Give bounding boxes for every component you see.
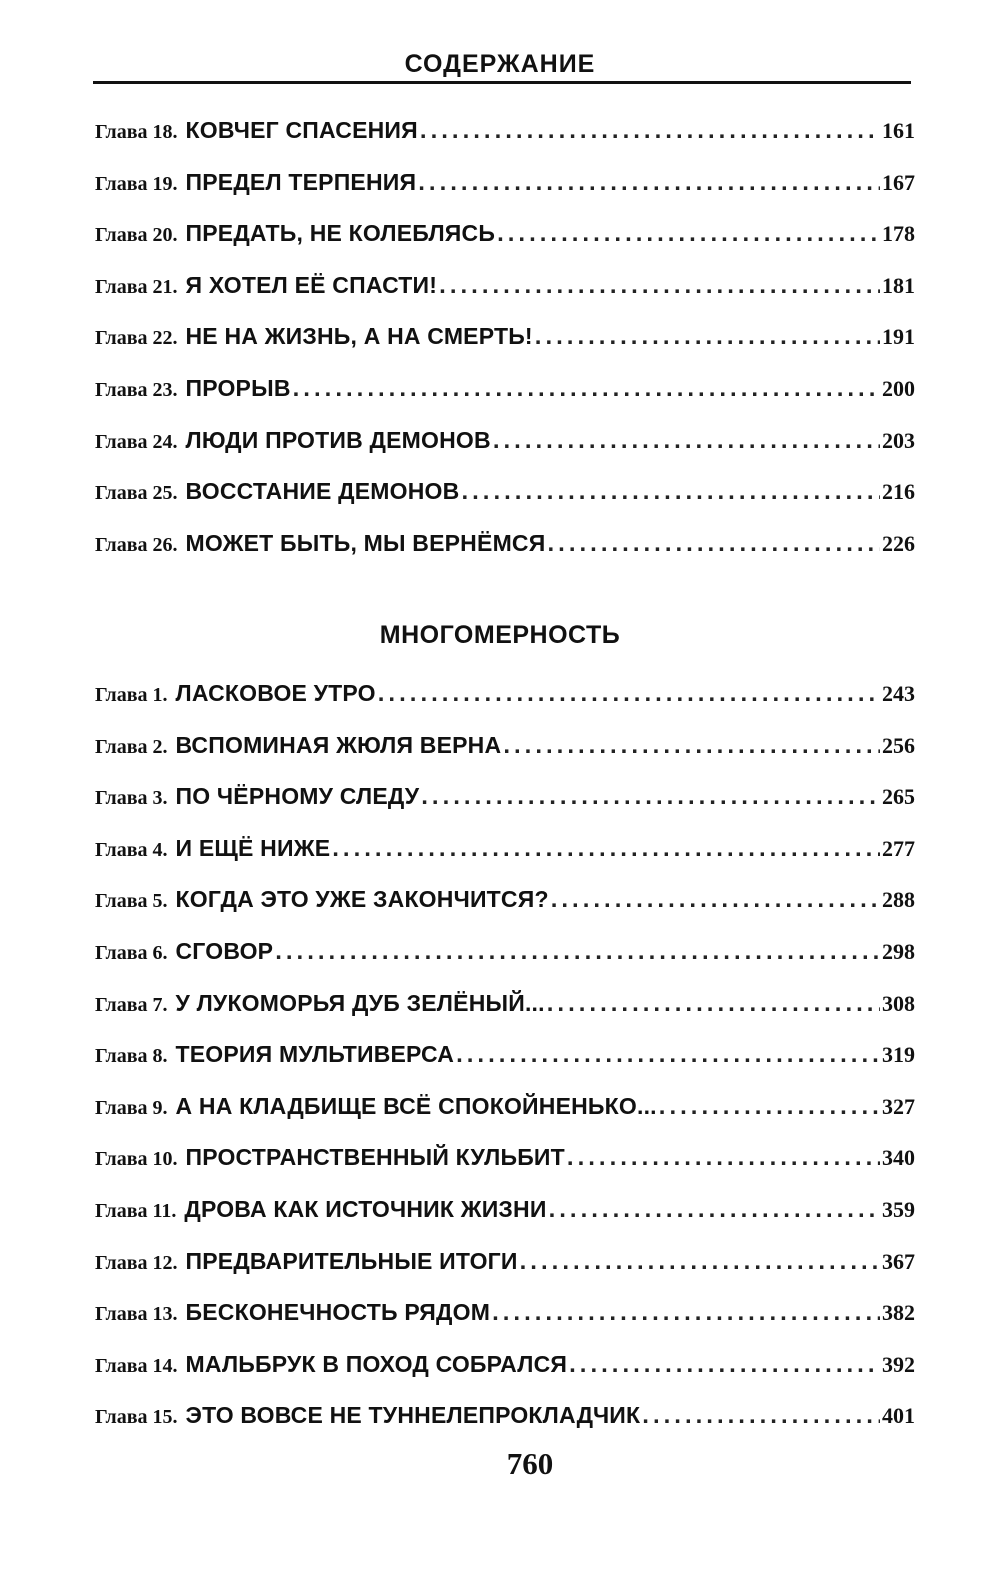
page-reference: 277 xyxy=(882,835,915,861)
chapter-number: Глава 22. xyxy=(95,327,178,350)
chapter-number: Глава 21. xyxy=(95,275,178,298)
page-reference: 382 xyxy=(882,1300,915,1326)
chapter-number: Глава 13. xyxy=(95,1303,178,1326)
page-reference: 327 xyxy=(882,1093,915,1119)
chapter-number: Глава 24. xyxy=(95,430,178,453)
toc-entry[interactable] xyxy=(95,265,915,317)
page-reference: 401 xyxy=(882,1403,915,1429)
page-reference: 288 xyxy=(882,887,915,913)
chapter-title: А НА КЛАДБИЩЕ ВСЁ СПОКОЙНЕНЬКО... xyxy=(175,1092,657,1119)
chapter-title: И ЕЩЁ НИЖЕ xyxy=(175,834,331,861)
page-reference: 367 xyxy=(882,1248,915,1274)
dot-leader xyxy=(332,829,880,869)
toc-entry[interactable] xyxy=(95,776,915,828)
dot-leader xyxy=(503,726,880,766)
chapter-number: Глава 9. xyxy=(95,1096,168,1119)
chapter-title: ЭТО ВОВСЕ НЕ ТУННЕЛЕПРОКЛАДЧИК xyxy=(185,1402,641,1429)
running-head: СОДЕРЖАНИЕ xyxy=(404,50,596,78)
toc-entry[interactable] xyxy=(95,931,915,983)
chapter-title: У ЛУКОМОРЬЯ ДУБ ЗЕЛЁНЫЙ... xyxy=(175,989,545,1016)
toc-entry[interactable] xyxy=(95,983,915,1035)
toc-entry[interactable] xyxy=(95,1189,915,1241)
chapter-title: СГОВОР xyxy=(175,937,274,964)
chapter-title: ВОССТАНИЕ ДЕМОНОВ xyxy=(185,478,460,505)
dot-leader xyxy=(439,266,880,306)
chapter-title: КОВЧЕГ СПАСЕНИЯ xyxy=(185,117,418,143)
chapter-title: ПРЕДАТЬ, НЕ КОЛЕБЛЯСЬ xyxy=(185,220,496,247)
toc-entry[interactable] xyxy=(95,523,915,575)
chapter-title: ВСПОМИНАЯ ЖЮЛЯ ВЕРНА xyxy=(175,731,502,758)
page-reference: 200 xyxy=(882,375,915,401)
toc-list-part1 xyxy=(95,110,915,574)
toc-entry[interactable] xyxy=(95,1086,915,1138)
dot-leader xyxy=(492,1293,880,1333)
chapter-number: Глава 11. xyxy=(95,1199,177,1222)
toc-entry[interactable] xyxy=(95,725,915,777)
dot-leader xyxy=(547,524,880,564)
dot-leader xyxy=(659,1087,880,1127)
toc-entry[interactable] xyxy=(95,420,915,472)
page-reference: 181 xyxy=(882,272,915,298)
dot-leader xyxy=(569,1345,880,1385)
page-reference: 178 xyxy=(882,221,915,247)
chapter-number: Глава 12. xyxy=(95,1251,178,1274)
toc-list-part2 xyxy=(95,673,915,1447)
chapter-number: Глава 2. xyxy=(95,735,168,758)
chapter-title: ПО ЧЁРНОМУ СЛЕДУ xyxy=(175,783,420,810)
toc-entry[interactable] xyxy=(95,471,915,523)
chapter-number: Глава 7. xyxy=(95,993,168,1016)
page-reference: 243 xyxy=(882,681,915,706)
chapter-number: Глава 3. xyxy=(95,787,168,810)
dot-leader xyxy=(642,1396,880,1436)
toc-entry[interactable] xyxy=(95,1395,915,1447)
chapter-title: МАЛЬБРУК В ПОХОД СОБРАЛСЯ xyxy=(185,1350,568,1377)
chapter-number: Глава 8. xyxy=(95,1045,168,1068)
page-reference: 340 xyxy=(882,1145,915,1171)
chapter-title: КОГДА ЭТО УЖЕ ЗАКОНЧИТСЯ? xyxy=(175,886,549,913)
chapter-title: НЕ НА ЖИЗНЬ, А НА СМЕРТЬ! xyxy=(185,323,533,350)
chapter-title: ЛЮДИ ПРОТИВ ДЕМОНОВ xyxy=(185,426,491,453)
toc-entry[interactable] xyxy=(95,1344,915,1396)
chapter-number: Глава 15. xyxy=(95,1406,178,1429)
page-reference: 359 xyxy=(882,1196,915,1222)
chapter-title: БЕСКОНЕЧНОСТЬ РЯДОМ xyxy=(185,1299,491,1326)
chapter-number: Глава 14. xyxy=(95,1354,178,1377)
dot-leader xyxy=(378,674,880,714)
dot-leader xyxy=(551,880,880,920)
dot-leader xyxy=(461,472,880,512)
dot-leader xyxy=(275,932,880,972)
page-reference: 319 xyxy=(882,1042,915,1068)
toc-entry[interactable] xyxy=(95,1241,915,1293)
header-rule xyxy=(93,81,911,84)
page-reference: 256 xyxy=(882,732,915,758)
chapter-number: Глава 25. xyxy=(95,482,178,505)
chapter-number: Глава 5. xyxy=(95,890,168,913)
chapter-title: ПРЕДВАРИТЕЛЬНЫЕ ИТОГИ xyxy=(185,1247,518,1274)
chapter-title: Я ХОТЕЛ ЕЁ СПАСТИ! xyxy=(185,271,438,298)
dot-leader xyxy=(567,1138,880,1178)
chapter-number: Глава 20. xyxy=(95,224,178,247)
dot-leader xyxy=(421,777,880,817)
page-reference: 226 xyxy=(882,530,915,556)
dot-leader xyxy=(535,317,880,357)
dot-leader xyxy=(418,163,880,203)
toc-entry[interactable] xyxy=(95,368,915,420)
dot-leader xyxy=(497,214,880,254)
dot-leader xyxy=(420,111,880,151)
chapter-number: Глава 6. xyxy=(95,941,168,964)
chapter-number: Глава 4. xyxy=(95,838,168,861)
chapter-title: ПРОСТРАНСТВЕННЫЙ КУЛЬБИТ xyxy=(185,1144,565,1171)
dot-leader xyxy=(456,1035,880,1075)
page-reference: 191 xyxy=(882,324,915,350)
chapter-number: Глава 10. xyxy=(95,1148,178,1171)
toc-entry[interactable] xyxy=(95,316,915,368)
dot-leader xyxy=(293,369,880,409)
chapter-title: ПРОРЫВ xyxy=(185,374,291,401)
dot-leader xyxy=(520,1242,880,1282)
chapter-number: Глава 26. xyxy=(95,533,178,556)
chapter-number: Глава 19. xyxy=(95,172,178,195)
chapter-number: Глава 18. xyxy=(95,121,178,143)
toc-entry[interactable] xyxy=(95,879,915,931)
toc-entry[interactable] xyxy=(95,162,915,214)
dot-leader xyxy=(547,984,880,1024)
page-reference: 216 xyxy=(882,479,915,505)
page-reference: 298 xyxy=(882,938,915,964)
chapter-title: ЛАСКОВОЕ УТРО xyxy=(175,680,376,706)
page-reference: 308 xyxy=(882,990,915,1016)
toc-entry[interactable] xyxy=(95,110,915,162)
chapter-title: ТЕОРИЯ МУЛЬТИВЕРСА xyxy=(175,1041,455,1068)
toc-entry[interactable] xyxy=(95,1292,915,1344)
page-reference: 265 xyxy=(882,784,915,810)
chapter-title: МОЖЕТ БЫТЬ, МЫ ВЕРНЁМСЯ xyxy=(185,529,546,556)
page-reference: 392 xyxy=(882,1351,915,1377)
chapter-number: Глава 23. xyxy=(95,378,178,401)
chapter-title: ДРОВА КАК ИСТОЧНИК ЖИЗНИ xyxy=(184,1195,547,1222)
toc-entry[interactable] xyxy=(95,213,915,265)
toc-entry[interactable] xyxy=(95,828,915,880)
dot-leader xyxy=(493,421,880,461)
section-heading: МНОГОМЕРНОСТЬ xyxy=(379,621,621,649)
chapter-number: Глава 1. xyxy=(95,684,168,706)
toc-entry[interactable] xyxy=(95,1034,915,1086)
toc-entry[interactable] xyxy=(95,673,915,725)
page-reference: 161 xyxy=(882,118,915,143)
toc-entry[interactable] xyxy=(95,1137,915,1189)
chapter-title: ПРЕДЕЛ ТЕРПЕНИЯ xyxy=(185,168,417,195)
page-reference: 167 xyxy=(882,169,915,195)
dot-leader xyxy=(549,1190,880,1230)
page-reference: 203 xyxy=(882,427,915,453)
page-number: 760 xyxy=(506,1446,554,1481)
